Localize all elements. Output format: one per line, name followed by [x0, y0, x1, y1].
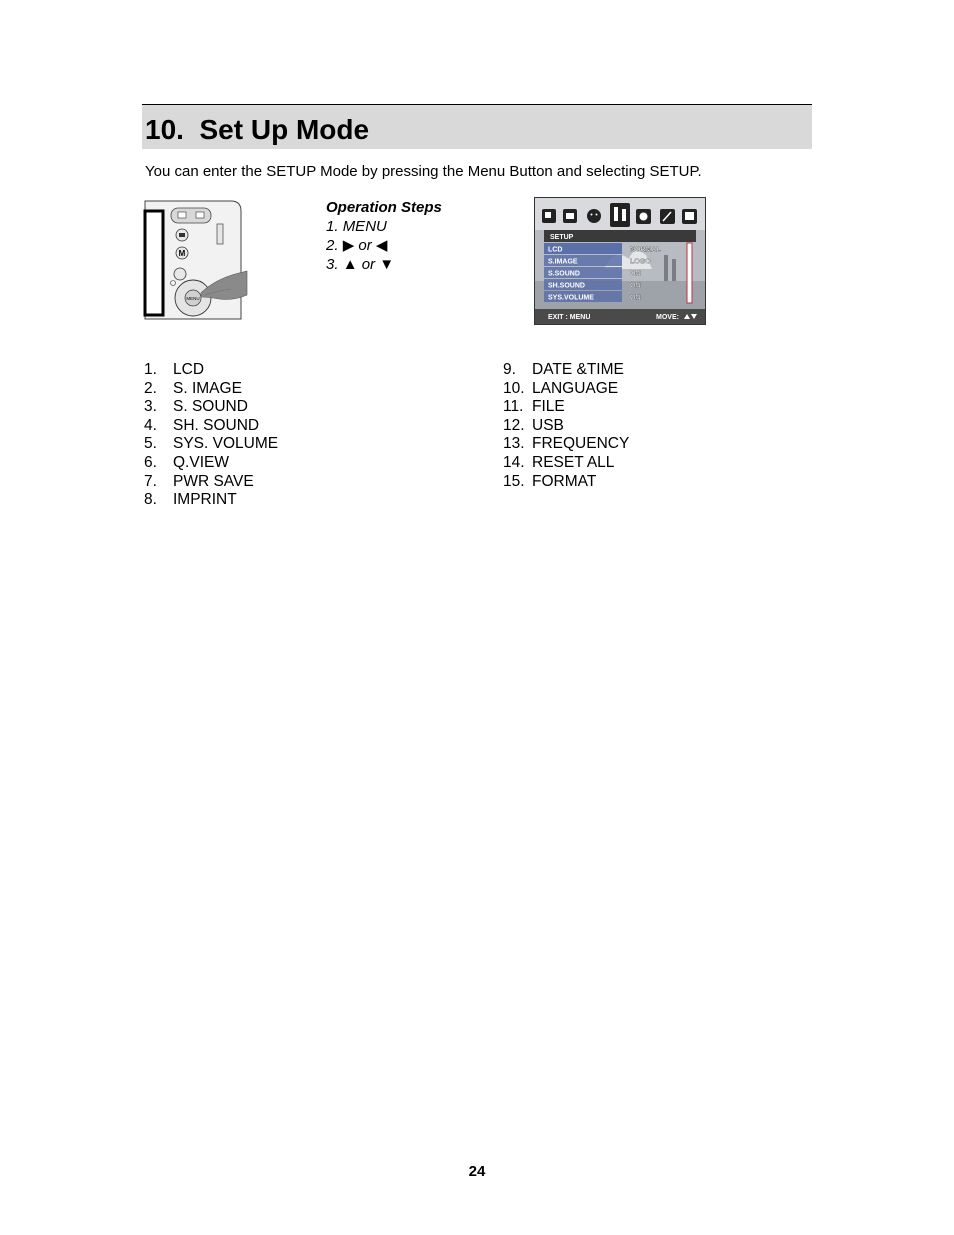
lcd-row-value: ON [630, 294, 641, 302]
list-item: 4. SH. SOUND [144, 416, 260, 434]
page-number: 24 [468, 1163, 486, 1180]
lcd-row-value: ON [630, 270, 641, 278]
lcd-row-value: LOGO [630, 258, 651, 266]
section-heading-bar [142, 104, 812, 149]
list-item: 5. SYS. VOLUME [144, 435, 279, 453]
section-number: 10. [145, 114, 184, 145]
lcd-row-value: NORMAL [630, 246, 661, 254]
lcd-row-label: S.SOUND [548, 270, 580, 278]
list-item: 7. PWR SAVE [144, 472, 254, 490]
list-item: 8. IMPRINT [144, 491, 237, 509]
list-item: 1. LCD [144, 361, 205, 378]
step-1: 1. MENU [326, 218, 387, 235]
list-item: 10. LANGUAGE [503, 379, 619, 397]
operation-steps [326, 198, 442, 274]
lcd-row-label: S.IMAGE [548, 258, 578, 266]
up-arrow-icon: ▲ [342, 256, 358, 273]
list-item: 6. Q.VIEW [144, 453, 229, 471]
lcd-setup-screen [534, 197, 706, 325]
camera-illustration [143, 197, 248, 327]
section-title-text: Set Up Mode [199, 114, 370, 145]
menu-dial-label: MENU [186, 296, 200, 301]
step-3: 3. ▲ or ▼ [326, 256, 395, 273]
lcd-row-value: ON [630, 282, 641, 290]
down-arrow-icon: ▼ [379, 256, 395, 273]
lcd-footer-exit: EXIT : MENU [548, 314, 591, 321]
list-item: 14. RESET ALL [503, 453, 615, 471]
left-arrow-icon: ◀ [375, 237, 388, 254]
setup-items-list-left [144, 361, 278, 510]
intro-text: You can enter the SETUP Mode by pressing the Menu Button and selecting SETUP. [145, 163, 702, 180]
operation-steps-title: Operation Steps [326, 199, 442, 216]
list-item: 3. S. SOUND [144, 398, 248, 416]
right-arrow-icon: ▶ [342, 237, 355, 254]
lcd-header: SETUP [550, 234, 574, 241]
list-item: 13. FREQUENCY [503, 435, 630, 453]
section-title [145, 114, 369, 146]
list-item: 12. USB [503, 416, 564, 434]
lcd-footer-move: MOVE: [656, 314, 679, 321]
lcd-scrollbar [687, 243, 692, 303]
lcd-row-label: LCD [548, 246, 563, 254]
lcd-row-label: SH.SOUND [548, 282, 585, 290]
list-item: 11. FILE [503, 398, 565, 416]
list-item: 9. DATE &TIME [503, 361, 624, 378]
lcd-row-label: SYS.VOLUME [548, 294, 594, 302]
list-item: 15. FORMAT [503, 472, 597, 490]
mode-button-label: M [178, 249, 186, 258]
list-item: 2. S. IMAGE [144, 379, 242, 397]
setup-items-list-right [503, 361, 629, 491]
step-2: 2. ▶ or ◀ [326, 237, 388, 254]
